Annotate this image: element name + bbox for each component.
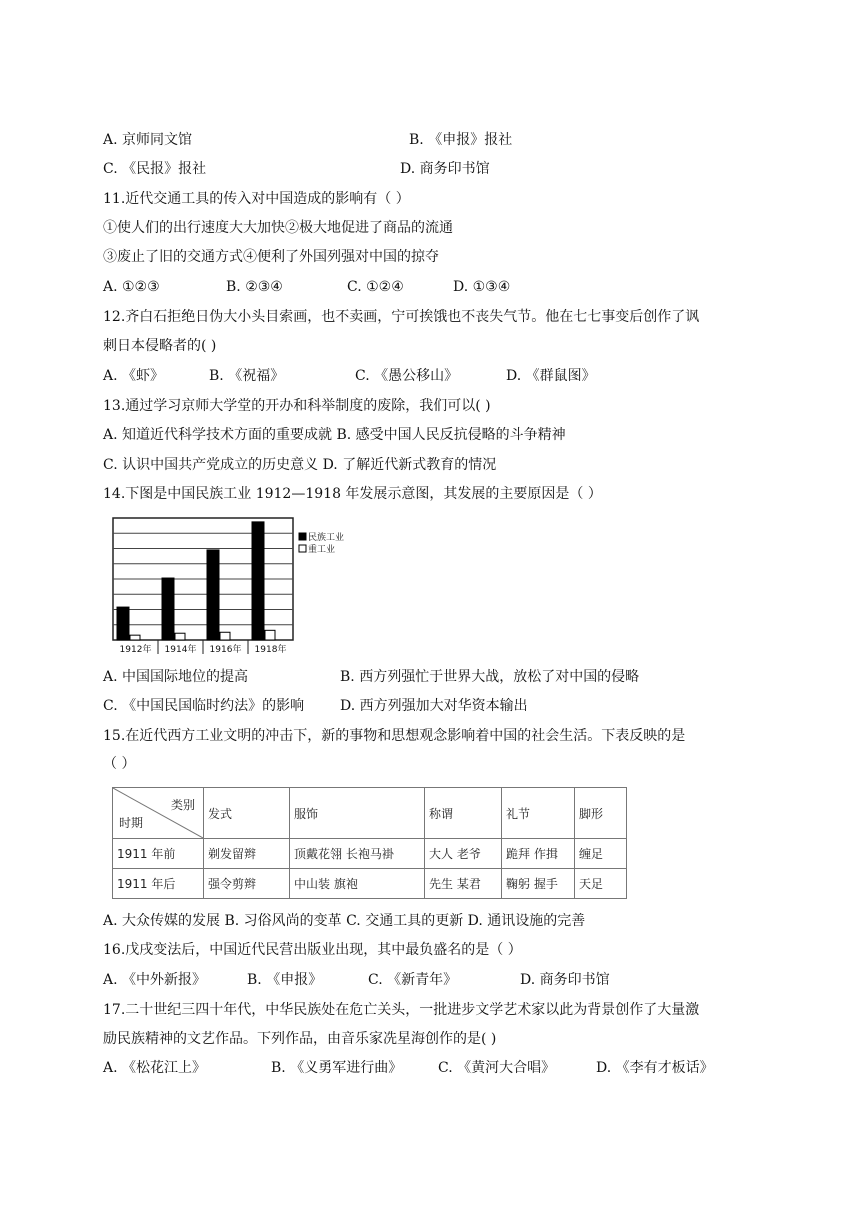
q16-option-d: D. 商务印书馆 — [520, 972, 610, 988]
q15-stem: 15.在近代西方工业文明的冲击下，新的事物和思想观念影响着中国的社会生活。下表反映的是 — [103, 728, 686, 744]
bar-minzu — [162, 578, 174, 640]
table-cell: 鞠躬 握手 — [502, 869, 575, 899]
q16-option-b: B. 《申报》 — [247, 972, 323, 988]
q11-option-c: C. ①②④ — [347, 279, 404, 295]
q17-option-a: A. 《松花江上》 — [103, 1060, 207, 1076]
table-cell: 跪拜 作揖 — [502, 839, 575, 869]
table-cell: 顶戴花翎 长袍马褂 — [290, 839, 425, 869]
legend-swatch — [299, 533, 306, 540]
bar-minzu — [252, 522, 264, 640]
q12-option-d: D. 《群鼠图》 — [506, 368, 596, 384]
q13-options-ab: A. 知道近代科学技术方面的重要成就 B. 感受中国人民反抗侵略的斗争精神 — [103, 427, 566, 443]
table-header-cell: 发式 — [204, 788, 290, 839]
table-cell: 缠足 — [575, 839, 627, 869]
table-row — [113, 869, 627, 899]
q16-option-a: A. 《中外新报》 — [103, 972, 207, 988]
q14-option-d: D. 西方列强加大对华资本输出 — [340, 698, 528, 714]
table-corner-cell — [113, 788, 204, 839]
q11-stem: 11.近代交通工具的传入对中国造成的影响有（ ） — [103, 191, 410, 207]
q13-options-cd: C. 认识中国共产党成立的历史意义 D. 了解近代新式教育的情况 — [103, 457, 497, 473]
legend-label: 民族工业 — [308, 533, 345, 543]
q17-option-d: D. 《李有才板话》 — [596, 1060, 714, 1076]
bar-zhonggong — [130, 635, 140, 640]
q12-option-a: A. 《虾》 — [103, 368, 165, 384]
q15-stem-cont: （ ） — [103, 756, 136, 772]
table-row — [113, 839, 627, 869]
q17-stem: 17.二十世纪三四十年代，中华民族处在危亡关头，一批进步文学艺术家以此为背景创作了大量激 — [103, 1002, 700, 1018]
q10-option-c: C. 《民报》报社 — [103, 161, 207, 177]
q12-option-b: B. 《祝福》 — [209, 368, 285, 384]
bar-zhonggong — [175, 633, 185, 640]
table-cell: 1911 年后 — [113, 869, 204, 899]
q17-option-b: B. 《义勇军进行曲》 — [271, 1060, 403, 1076]
x-tick-label: 1916年 — [209, 645, 242, 654]
q10-option-b: B. 《申报》报社 — [409, 132, 513, 148]
q11-option-a: A. ①②③ — [103, 279, 160, 295]
q10-option-d: D. 商务印书馆 — [400, 161, 490, 177]
table-header-cell: 脚形 — [575, 788, 627, 839]
bar-zhonggong — [220, 632, 230, 640]
bar-zhonggong — [265, 630, 275, 640]
q11-statement-line: ③废止了旧的交通方式④便利了外国列强对中国的掠夺 — [103, 249, 439, 265]
q10-option-a: A. 京师同文馆 — [103, 132, 193, 148]
q17-option-c: C. 《黄河大合唱》 — [438, 1060, 556, 1076]
chart-legend — [299, 531, 344, 555]
table-cell: 天足 — [575, 869, 627, 899]
x-tick-label: 1914年 — [164, 645, 197, 654]
q13-stem: 13.通过学习京师大学堂的开办和科举制度的废除，我们可以( ) — [103, 398, 491, 414]
legend-label: 重工业 — [308, 545, 336, 555]
customs-table — [112, 787, 627, 899]
chart-grid — [113, 518, 293, 640]
bar-minzu — [117, 607, 129, 640]
q11-option-d: D. ①③④ — [453, 279, 511, 295]
q12-stem: 12.齐白石拒绝日伪大小头目索画，也不卖画，宁可挨饿也不丧失气节。他在七七事变后创作了讽 — [103, 309, 700, 325]
x-tick-label: 1912年 — [119, 645, 152, 654]
q16-option-c: C. 《新青年》 — [368, 972, 458, 988]
table-header-cell: 称谓 — [425, 788, 502, 839]
table-cell: 剃发留辫 — [204, 839, 290, 869]
table-cell: 大人 老爷 — [425, 839, 502, 869]
x-tick-label: 1918年 — [254, 645, 287, 654]
q14-option-b: B. 西方列强忙于世界大战，放松了对中国的侵略 — [340, 669, 640, 685]
corner-row-label: 时期 — [119, 816, 144, 830]
q16-stem: 16.戊戌变法后，中国近代民营出版业出现，其中最负盛名的是（ ） — [103, 942, 522, 958]
q14-option-a: A. 中国国际地位的提高 — [103, 669, 249, 685]
table-cell: 中山装 旗袍 — [290, 869, 425, 899]
q12-option-c: C. 《愚公移山》 — [355, 368, 459, 384]
bar-minzu — [207, 550, 219, 640]
q14-stem: 14.下图是中国民族工业 1912—1918 年发展示意图，其发展的主要原因是（ ） — [103, 486, 602, 502]
q14-option-c: C. 《中国民国临时约法》的影响 — [103, 698, 305, 714]
q12-stem-cont: 刺日本侵略者的( ) — [103, 338, 217, 354]
table-cell: 强令剪辫 — [204, 869, 290, 899]
table-header-row — [113, 788, 627, 839]
legend-swatch — [299, 545, 306, 552]
q11-statement-line: ①使人们的出行速度大大加快②极大地促进了商品的流通 — [103, 220, 453, 236]
table-header-cell: 服饰 — [290, 788, 425, 839]
q15-options: A. 大众传媒的发展 B. 习俗风尚的变革 C. 交通工具的更新 D. 通讯设施的完善 — [103, 913, 586, 929]
q17-stem-cont: 励民族精神的文艺作品。下列作品，由音乐家冼星海创作的是( ) — [103, 1031, 497, 1047]
table-cell: 先生 某君 — [425, 869, 502, 899]
table-cell: 1911 年前 — [113, 839, 204, 869]
industry-bar-chart — [103, 514, 363, 654]
q11-option-b: B. ②③④ — [226, 279, 283, 295]
table-header-cell: 礼节 — [502, 788, 575, 839]
corner-col-label: 类别 — [170, 798, 195, 812]
